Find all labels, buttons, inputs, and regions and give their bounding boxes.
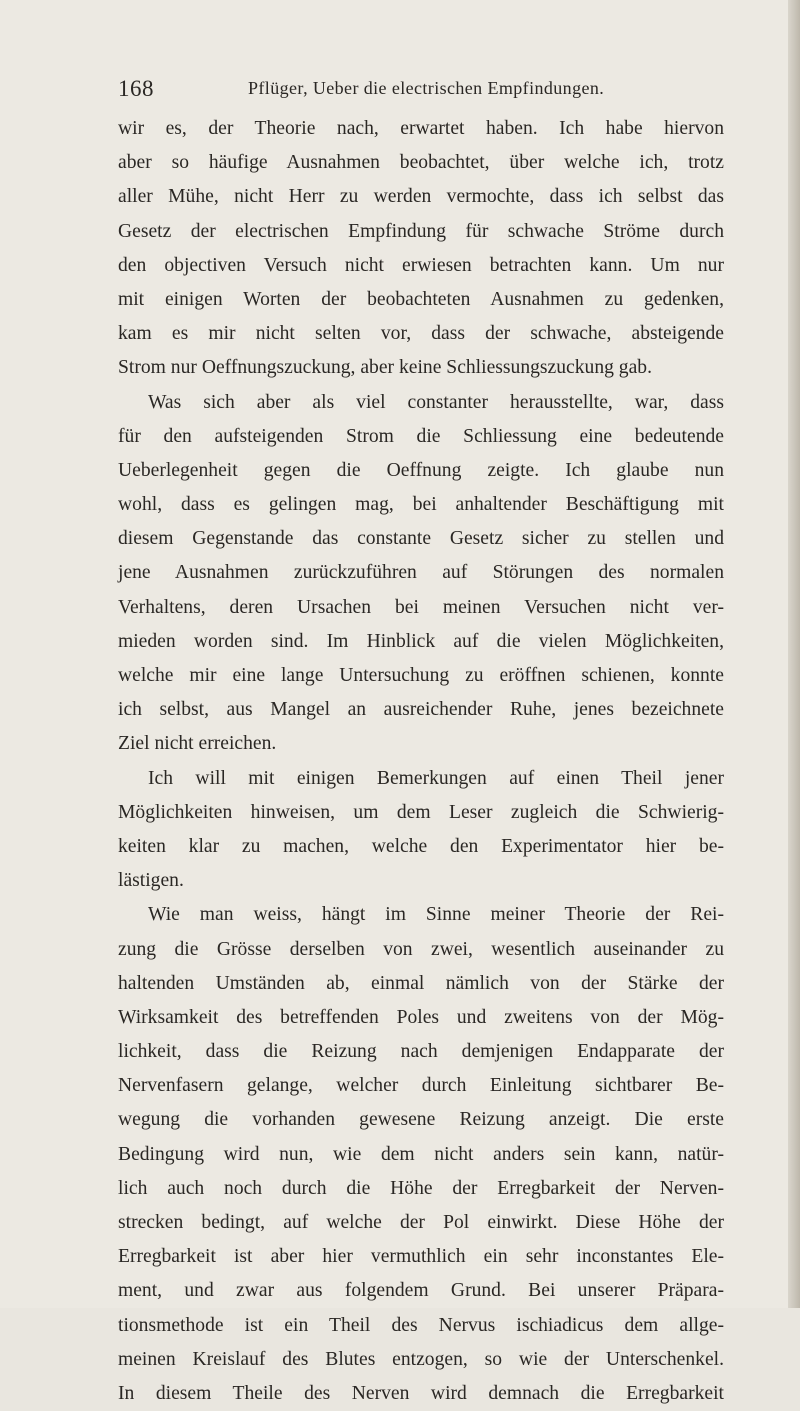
text-line: für den aufsteigenden Strom die Schliessung eine bedeutende	[118, 425, 724, 447]
body-text	[118, 112, 724, 1411]
running-head: Pflüger, Ueber die electrischen Empfindungen.	[248, 78, 605, 98]
text-line: Nervenfasern gelange, welcher durch Einleitung sichtbarer Be-	[118, 1075, 724, 1097]
text-line: lich auch noch durch die Höhe der Erregbarkeit der Nerven-	[118, 1177, 724, 1199]
text-line: Gesetz der electrischen Empfindung für schwache Ströme durch	[118, 220, 724, 242]
text-line: Ziel nicht erreichen.	[118, 733, 277, 755]
text-line: jene Ausnahmen zurückzuführen auf Störungen des normalen	[118, 562, 724, 584]
text-line: haltenden Umständen ab, einmal nämlich von der Stärke der	[118, 972, 724, 994]
text-line: kam es mir nicht selten vor, dass der schwache, absteigende	[118, 323, 724, 345]
text-line: lichkeit, dass die Reizung nach demjenigen Endapparate der	[118, 1041, 724, 1063]
text-line: aber so häufige Ausnahmen beobachtet, über welche ich, trotz	[118, 152, 724, 174]
text-line: lästigen.	[118, 870, 184, 892]
text-line: den objectiven Versuch nicht erwiesen betrachten kann. Um nur	[118, 254, 724, 276]
text-line: zung die Grösse derselben von zwei, wesentlich auseinander zu	[118, 938, 724, 960]
text-line: aller Mühe, nicht Herr zu werden vermochte, dass ich selbst das	[118, 186, 724, 208]
text-line: mieden worden sind. Im Hinblick auf die vielen Möglichkeiten,	[118, 630, 724, 652]
text-line: Verhaltens, deren Ursachen bei meinen Versuchen nicht ver-	[118, 596, 724, 618]
page-edge-shadow	[788, 0, 800, 1308]
text-line: welche mir eine lange Untersuchung zu eröffnen schienen, konnte	[118, 665, 724, 686]
text-line: Ich will mit einigen Bemerkungen auf einen Theil jener	[148, 767, 724, 789]
text-line: keiten klar zu machen, welche den Experimentator hier be-	[118, 835, 724, 857]
text-line: tionsmethode ist ein Theil des Nervus ischiadicus dem allge-	[118, 1314, 724, 1336]
text-line: diesem Gegenstande das constante Gesetz sicher zu stellen und	[118, 528, 724, 550]
page-header	[118, 72, 718, 104]
text-line: wir es, der Theorie nach, erwartet haben. Ich habe hiervon	[118, 118, 724, 139]
text-line: strecken bedingt, auf welche der Pol einwirkt. Diese Höhe der	[118, 1212, 724, 1233]
text-line: Wirksamkeit des betreffenden Poles und zweitens von der Mög-	[118, 1006, 724, 1028]
text-line: meinen Kreislauf des Blutes entzogen, so wie der Unterschenkel.	[118, 1348, 724, 1370]
text-line: wohl, dass es gelingen mag, bei anhaltender Beschäftigung mit	[118, 494, 724, 516]
text-line: wegung die vorhanden gewesene Reizung anzeigt. Die erste	[118, 1109, 724, 1131]
text-line: mit einigen Worten der beobachteten Ausnahmen zu gedenken,	[118, 288, 724, 310]
text-line: Wie man weiss, hängt im Sinne meiner Theorie der Rei-	[148, 904, 724, 926]
text-line: Strom nur Oeffnungszuckung, aber keine Schliessungszuckung gab.	[118, 357, 652, 379]
text-line: Möglichkeiten hinweisen, um dem Leser zugleich die Schwierig-	[118, 801, 724, 823]
text-line: ich selbst, aus Mangel an ausreichender Ruhe, jenes bezeichnete	[118, 699, 724, 721]
text-line: ment, und zwar aus folgendem Grund. Bei unserer Präpara-	[118, 1280, 724, 1302]
text-line: Bedingung wird nun, wie dem nicht anders sein kann, natür-	[118, 1143, 724, 1165]
page-number: 168	[118, 76, 154, 101]
text-line: Ueberlegenheit gegen die Oeffnung zeigte. Ich glaube nun	[118, 459, 724, 481]
text-line: In diesem Theile des Nerven wird demnach die Erregbarkeit	[118, 1382, 724, 1404]
text-line: Erregbarkeit ist aber hier vermuthlich ein sehr inconstantes Ele-	[118, 1246, 724, 1268]
text-line: Was sich aber als viel constanter herausstellte, war, dass	[148, 391, 724, 413]
